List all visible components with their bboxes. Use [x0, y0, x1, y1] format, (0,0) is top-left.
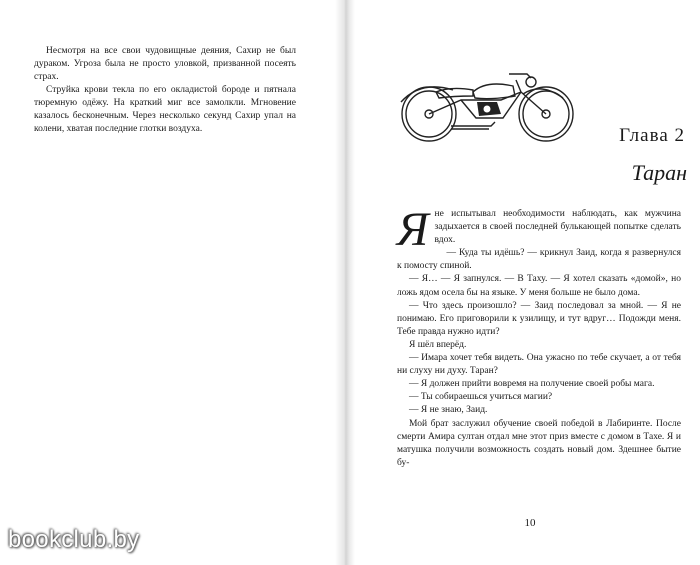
right-page-text — [397, 203, 681, 470]
paragraph: — Я… — Я запнулся. — В Таху. — Я хотел сказать «домой», но ложь ядом осела бы на языке. У меня больше не было дома. — [397, 274, 681, 298]
first-paragraph-text: не испытывал необходимости наблюдать, как мужчина задыхается в своей последней булькающей попытке сделать вдох. — [434, 209, 681, 246]
right-page — [355, 0, 700, 565]
watermark: bookclub.by — [8, 526, 140, 553]
paragraph: — Я не знаю, Заид. — [409, 405, 488, 416]
left-page — [0, 0, 340, 565]
page-number: 10 — [524, 517, 536, 529]
chapter-title: Таран — [631, 160, 687, 185]
first-paragraph — [397, 203, 681, 256]
left-page-text — [34, 45, 296, 136]
paragraph: Струйка крови текла по его окладистой бороде и пятнала тюремную одёжу. На краткий миг все замолкли. Мгновение казалось бесконечным. Через несколько секунд Сахир упал на колени, хватая последние глотки воздуха. — [34, 85, 296, 134]
drop-cap: Я — [397, 203, 429, 256]
book-gutter — [335, 0, 355, 565]
paragraph: Несмотря на все свои чудовищные деяния, Сахир не был дураком. Угроза была не просто уловкой, призванной посеять страх. — [34, 46, 296, 82]
chapter-number: Глава 2 — [619, 125, 685, 146]
paragraph: Мой брат заслужил обучение своей победой в Лабиринте. После смерти Амира султан отдал мне этот приз вместе с домом в Тахе. Я и матушка получили возможность создать новый дом. Здешнее бытие бу- — [397, 418, 681, 468]
motorcycle-icon — [391, 52, 581, 147]
paragraph: — Я должен прийти вовремя на получение своей робы мага. — [409, 379, 655, 390]
paragraph: Я шёл вперёд. — [409, 339, 467, 350]
paragraph: — Ты собираешься учиться магии? — [409, 392, 553, 403]
paragraph: — Что здесь произошло? — Заид последовал за мной. — Я не понимаю. Его приговорили к узилищу, и тут вдруг… Подожди меня. Тебе правда нужно идти? — [397, 300, 681, 337]
paragraph: — Куда ты идёшь? — крикнул Заид, когда я развернулся к помосту спиной. — [397, 248, 681, 272]
paragraph: — Имара хочет тебя видеть. Она ужасно по тебе скучает, а от тебя ни слуху ни духу. Таран? — [397, 353, 681, 377]
